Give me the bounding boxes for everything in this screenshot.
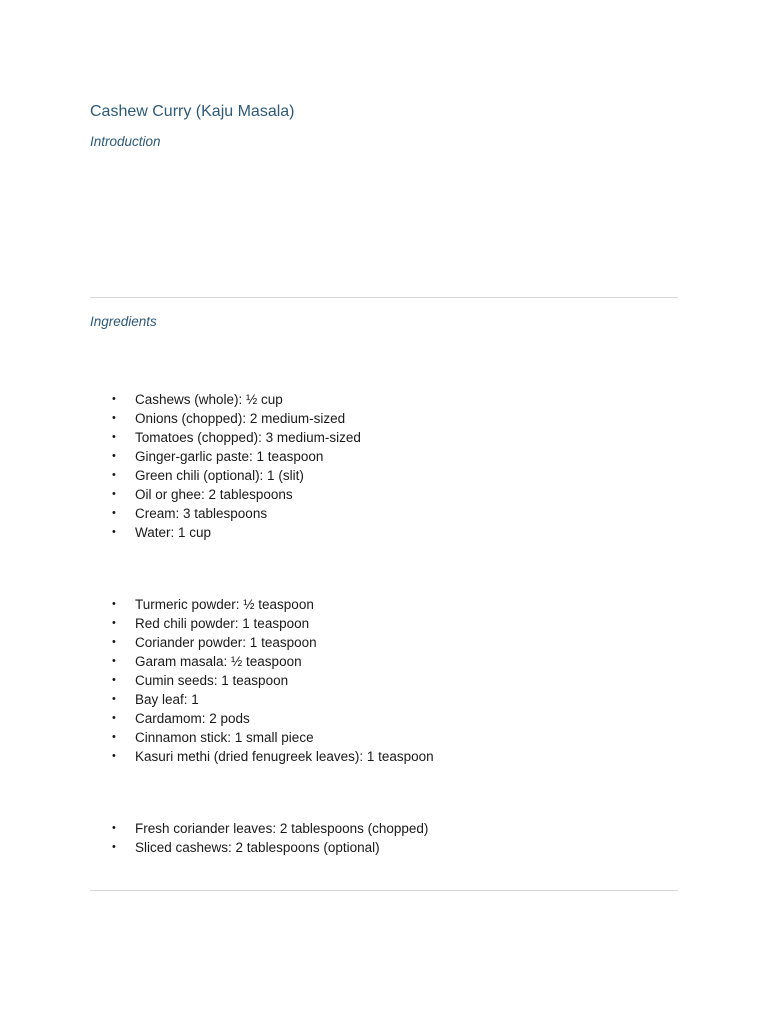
list-item-text: Ginger-garlic paste: 1 teaspoon: [135, 449, 324, 464]
divider: [90, 890, 678, 891]
list-item: [90, 614, 434, 633]
list-item-text: Kasuri methi (dried fenugreek leaves): 1 teaspoon: [135, 749, 434, 764]
list-item-text: Cumin seeds: 1 teaspoon: [135, 673, 289, 688]
bullet-icon: •: [112, 431, 116, 443]
list-item: [90, 485, 361, 504]
list-item-text: Cashews (whole): ½ cup: [135, 392, 283, 407]
ingredient-list-main: [90, 390, 361, 542]
bullet-icon: •: [112, 526, 116, 538]
list-item: [90, 652, 434, 671]
ingredient-list-garnish: [90, 819, 428, 857]
list-item: [90, 709, 434, 728]
list-item-text: Turmeric powder: ½ teaspoon: [135, 597, 314, 612]
list-item: [90, 728, 434, 747]
list-item-text: Cardamom: 2 pods: [135, 711, 250, 726]
list-item-text: Bay leaf: 1: [135, 692, 199, 707]
list-item: [90, 747, 434, 766]
bullet-icon: •: [112, 450, 116, 462]
list-item: [90, 838, 428, 857]
bullet-icon: •: [112, 712, 116, 724]
bullet-icon: •: [112, 636, 116, 648]
bullet-icon: •: [112, 469, 116, 481]
list-item-text: Fresh coriander leaves: 2 tablespoons (chopped): [135, 821, 429, 836]
list-item: [90, 633, 434, 652]
bullet-icon: •: [112, 393, 116, 405]
list-item-text: Oil or ghee: 2 tablespoons: [135, 487, 293, 502]
section-heading-introduction: Introduction: [90, 134, 161, 149]
bullet-icon: •: [112, 617, 116, 629]
list-item-text: Onions (chopped): 2 medium-sized: [135, 411, 346, 426]
divider: [90, 297, 678, 298]
list-item-text: Sliced cashews: 2 tablespoons (optional): [135, 840, 380, 855]
list-item: [90, 595, 434, 614]
list-item: [90, 466, 361, 485]
bullet-icon: •: [112, 488, 116, 500]
list-item: [90, 523, 361, 542]
list-item-text: Cream: 3 tablespoons: [135, 506, 268, 521]
page-title: Cashew Curry (Kaju Masala): [90, 103, 295, 120]
list-item: [90, 428, 361, 447]
list-item: [90, 409, 361, 428]
bullet-icon: •: [112, 841, 116, 853]
bullet-icon: •: [112, 412, 116, 424]
list-item: [90, 690, 434, 709]
bullet-icon: •: [112, 507, 116, 519]
ingredient-list-spices: [90, 595, 434, 766]
bullet-icon: •: [112, 693, 116, 705]
bullet-icon: •: [112, 655, 116, 667]
list-item-text: Cinnamon stick: 1 small piece: [135, 730, 314, 745]
bullet-icon: •: [112, 731, 116, 743]
list-item-text: Garam masala: ½ teaspoon: [135, 654, 302, 669]
list-item: [90, 447, 361, 466]
bullet-icon: •: [112, 750, 116, 762]
bullet-icon: •: [112, 598, 116, 610]
bullet-icon: •: [112, 822, 116, 834]
list-item-text: Tomatoes (chopped): 3 medium-sized: [135, 430, 361, 445]
list-item-text: Water: 1 cup: [135, 525, 212, 540]
list-item: [90, 671, 434, 690]
section-heading-ingredients: Ingredients: [90, 314, 157, 329]
bullet-icon: •: [112, 674, 116, 686]
list-item-text: Red chili powder: 1 teaspoon: [135, 616, 310, 631]
list-item: [90, 390, 361, 409]
list-item-text: Coriander powder: 1 teaspoon: [135, 635, 317, 650]
list-item: [90, 504, 361, 523]
list-item-text: Green chili (optional): 1 (slit): [135, 468, 304, 483]
list-item: [90, 819, 428, 838]
